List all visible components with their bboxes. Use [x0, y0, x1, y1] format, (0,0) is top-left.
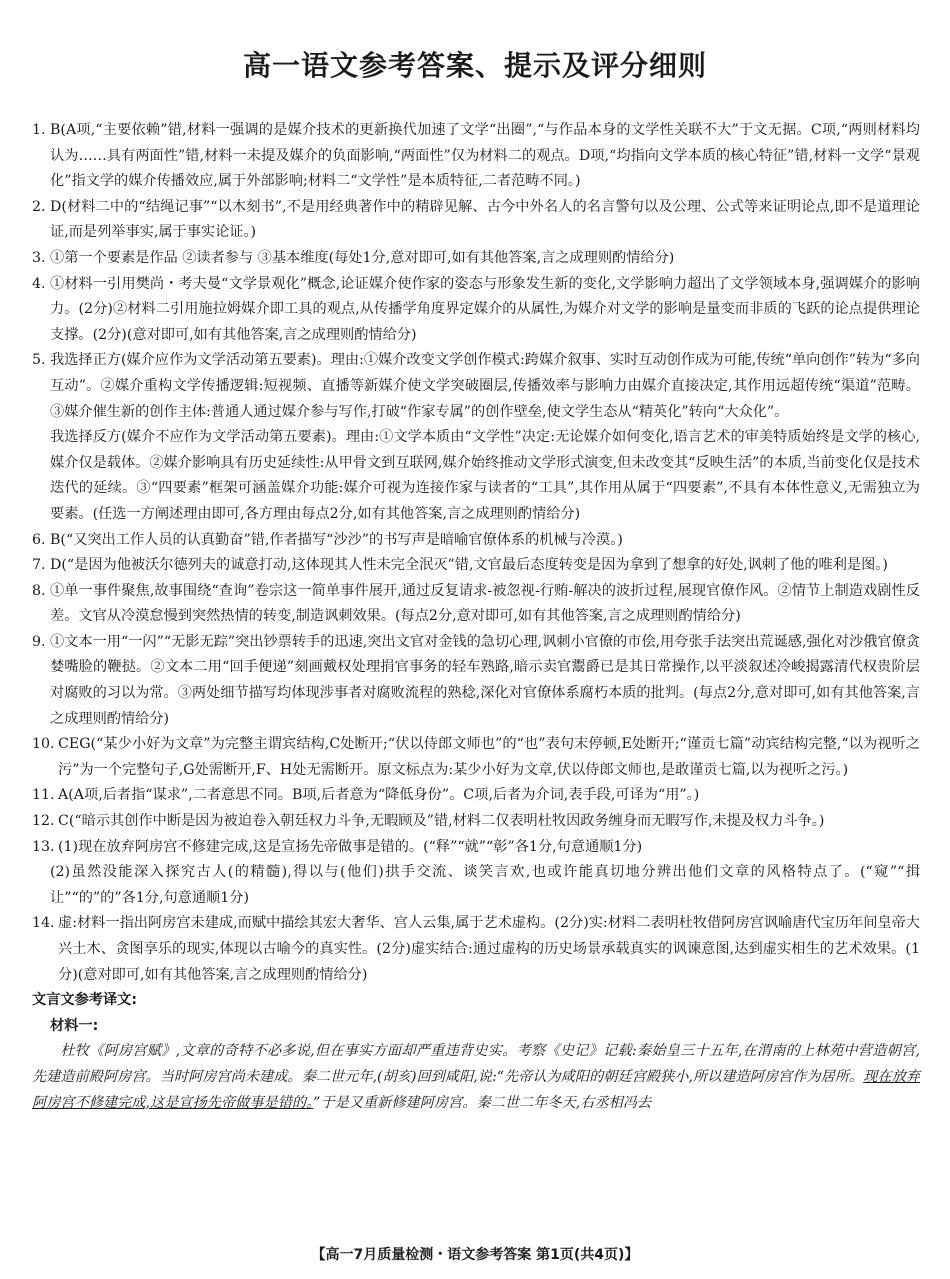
answer-item-11 — [32, 783, 920, 809]
translation-heading: 文言文参考译文: — [32, 992, 137, 1009]
answer-number: 9. — [32, 633, 46, 650]
answer-item-13 — [32, 835, 920, 861]
answer-text: D(材料二中的“结绳记事”“以木刻书”,不是用经典著作中的精辟见解、古今中外名人的名言警句以及公理、公式等来证明论点,即不是道理论证,而是列举事实,属于事实论证。) — [50, 198, 920, 241]
answer-item-10 — [32, 732, 920, 783]
answer-text: D(“是因为他被沃尔德列夫的诚意打动,这体现其人性未完全泯灭”错,文官最后态度转变是因为拿到了想拿的好处,讽刺了他的唯利是图。) — [50, 557, 888, 574]
answer-item-2 — [32, 195, 920, 246]
translation-underlined-text: 现在放弃阿房宫不修建完成,这是宣扬先帝做事是错的。 — [32, 1068, 920, 1111]
answer-number: 5. — [32, 352, 46, 369]
answer-number: 3. — [32, 249, 46, 266]
answer-5-alternative: 我选择反方(媒介不应作为文学活动第五要素)。理由:①文学本质由“文学性”决定:无论媒介如何变化,语言艺术的审美特质始终是文学的核心,媒介仅是载体。②媒介影响具有历史延续性:从甲骨文到互联网,媒介始终推动文学形式演变,但未改变其“反映生活”的本质,当前变化仅是技术迭代的延续。③“四要素”框架可涵盖媒介功能:媒介可视为连接作家与读者的“工具”,其作用从属于“四要素”,不具有本体性意义,无需独立为要素。(任选一方阐述理由即可,各方理由每点2分,如有其他答案,言之成理则酌情给分) — [50, 429, 920, 522]
answer-item-8 — [32, 579, 920, 630]
answer-number: 7. — [32, 557, 46, 574]
translation-paragraph — [32, 1039, 920, 1116]
answer-number: 10. — [32, 736, 55, 753]
answers-body — [32, 118, 920, 1116]
translation-text-continued: ”于是又重新修建阿房宫。秦二世二年冬天,右丞相冯去 — [313, 1094, 652, 1111]
answer-text: CEG(“某少小好为文章”为完整主谓宾结构,C处断开;“伏以侍郎文师也”的“也”表句末停顿,E处断开;“谨贡七篇”动宾结构完整,“以为视听之污”为一个完整句子,G处需断开,F、H处无需断开。原文标点为:某少小好为文章,伏以侍郎文师也,是敢谨贡七篇,以为视听之污。) — [58, 736, 920, 778]
answer-number: 11. — [32, 787, 55, 804]
page-footer: 【高一7月质量检测・语文参考答案 第1页(共4页)】 — [311, 1247, 639, 1263]
answer-number: 4. — [32, 275, 46, 292]
page-title: 高一语文参考答案、提示及评分细则 — [242, 49, 707, 82]
answer-text: C(“暗示其创作中断是因为被迫卷入朝廷权力斗争,无暇顾及”错,材料二仅表明杜牧因政务缠身而无暇写作,未提及权力斗争。) — [58, 813, 825, 830]
answer-item-6 — [32, 528, 920, 554]
answer-text: 我选择正方(媒介应作为文学活动第五要素)。理由:①媒介改变文学创作模式:跨媒介叙事、实时互动创作成为可能,传统“单向创作”转为“多向互动”。②媒介重构文学传播逻辑:短视频、直播等新媒介使文学突破圈层,传播效率与影响力由媒介直接决定,其作用远超传统“渠道”范畴。③媒介催生新的创作主体:普通人通过媒介参与写作,打破“作家专属”的创作壁垒,使文学生态从“精英化”转向“大众化”。 — [50, 352, 920, 420]
answer-number: 8. — [32, 582, 46, 599]
answer-text: A(A项,后者指“谋求”,二者意思不同。B项,后者意为“降低身份”。C项,后者为介词,表手段,可译为“用”。) — [58, 787, 700, 804]
answer-number: 14. — [32, 915, 55, 932]
answer-number: 1. — [32, 122, 46, 138]
material-label: 材料一: — [50, 1017, 99, 1034]
answer-number: 12. — [32, 813, 55, 830]
answer-text: B(“又突出工作人员的认真勤奋”错,作者描写“沙沙”的书写声是暗喻官僚体系的机械与冷漠。) — [50, 531, 623, 548]
answer-number: 13. — [32, 838, 55, 855]
answer-text: ①材料一引用樊尚・考夫曼“文学景观化”概念,论证媒介使作家的姿态与形象发生新的变化,文学影响力超出了文学领域本身,强调媒介的影响力。(2分)②材料二引用施拉姆媒介即工具的观点,从传播学角度界定媒介的从属性,为媒介对文学的影响是量变而非质的飞跃的论点提供理论支撑。(2分)(意对即可,如有其他答案,言之成理则酌情给分) — [50, 275, 920, 343]
answer-text: 虚:材料一指出阿房宫未建成,而赋中描绘其宏大奢华、宫人云集,属于艺术虚构。(2分)实:材料二表明杜牧借阿房宫讽喻唐代宝历年间皇帝大兴土木、贪图享乐的现实,体现以古喻今的真实性。(2分)虚实结合:通过虚构的历史场景承载真实的讽谏意图,达到虚实相生的艺术效果。(1分)(意对即可,如有其他答案,言之成理则酌情给分) — [58, 915, 920, 983]
answer-item-4 — [32, 272, 920, 349]
translation-text: 杜牧《阿房宫赋》,文章的奇特不必多说,但在事实方面却严重违背史实。考察《史记》记载:秦始皇三十五年,在渭南的上林苑中营造朝宫,先建造前殿阿房宫。当时阿房宫尚未建成。秦二世元年,(胡亥)回到咸阳,说:“先帝认为咸阳的朝廷宫殿狭小,所以建造阿房宫作为居所。 — [32, 1043, 920, 1085]
answer-text: B(A项,“主要依赖”错,材料一强调的是媒介技术的更新换代加速了文学“出圈”,“与作品本身的文学性关联不大”于文无据。C项,“两则材料均认为……具有两面性”错,材料一未提及媒介的负面影响,“两面性”仅为材料二的观点。D项,“均指向文学本质的核心特征”错,材料一文学“景观化”指文学的媒介传播效应,属于外部影响;材料二“文学性”是本质特征,二者范畴不同。) — [50, 122, 920, 190]
answer-text: ①文本一用“一闪”“无影无踪”突出钞票转手的迅速,突出文官对金钱的急切心理,讽刺小官僚的市侩,用夸张手法突出荒诞感,强化对沙俄官僚贪婪嘴脸的鞭挞。②文本二用“回手便递”刻画戴权处理捐官事务的轻车熟路,暗示卖官鬻爵已是其日常操作,以平淡叙述冷峻揭露清代权贵阶层对腐败的习以为常。③两处细节描写均体现涉事者对腐败流程的熟稔,深化对官僚体系腐朽本质的批判。(每点2分,意对即可,如有其他答案,言之成理则酌情给分) — [50, 633, 920, 727]
answer-item-1 — [32, 118, 920, 195]
answer-item-9 — [32, 630, 920, 732]
answer-item-12 — [32, 809, 920, 835]
answer-item-7 — [32, 553, 920, 579]
answer-text: (1)现在放弃阿房宫不修建完成,这是宣扬先帝做事是错的。(“释”“就”“彰”各1分,句意通顺1分) — [58, 838, 643, 855]
answer-item-5 — [32, 348, 920, 425]
answer-text: ①单一事件聚焦,故事围绕“查询”卷宗这一简单事件展开,通过反复请求-被忽视-行贿-解决的波折过程,展现官僚作风。②情节上制造戏剧性反差。文官从冷漠怠慢到突然热情的转变,制造讽刺效果。(每点2分,意对即可,如有其他答案,言之成理则酌情给分) — [50, 582, 920, 625]
answer-13-part-2: (2)虽然没能深入探究古人(的精髓),得以与(他们)拱手交流、谈笑言欢,也或许能真切地分辨出他们文章的风格特点了。(“窥”“揖让”“的”的”各1分,句意通顺1分) — [50, 864, 920, 906]
answer-item-14 — [32, 911, 920, 988]
answer-number: 6. — [32, 531, 46, 548]
answer-number: 2. — [32, 198, 46, 215]
answer-item-3 — [32, 246, 920, 272]
answer-text: ①第一个要素是作品 ②读者参与 ③基本维度(每处1分,意对即可,如有其他答案,言之成理则酌情给分) — [50, 249, 675, 266]
